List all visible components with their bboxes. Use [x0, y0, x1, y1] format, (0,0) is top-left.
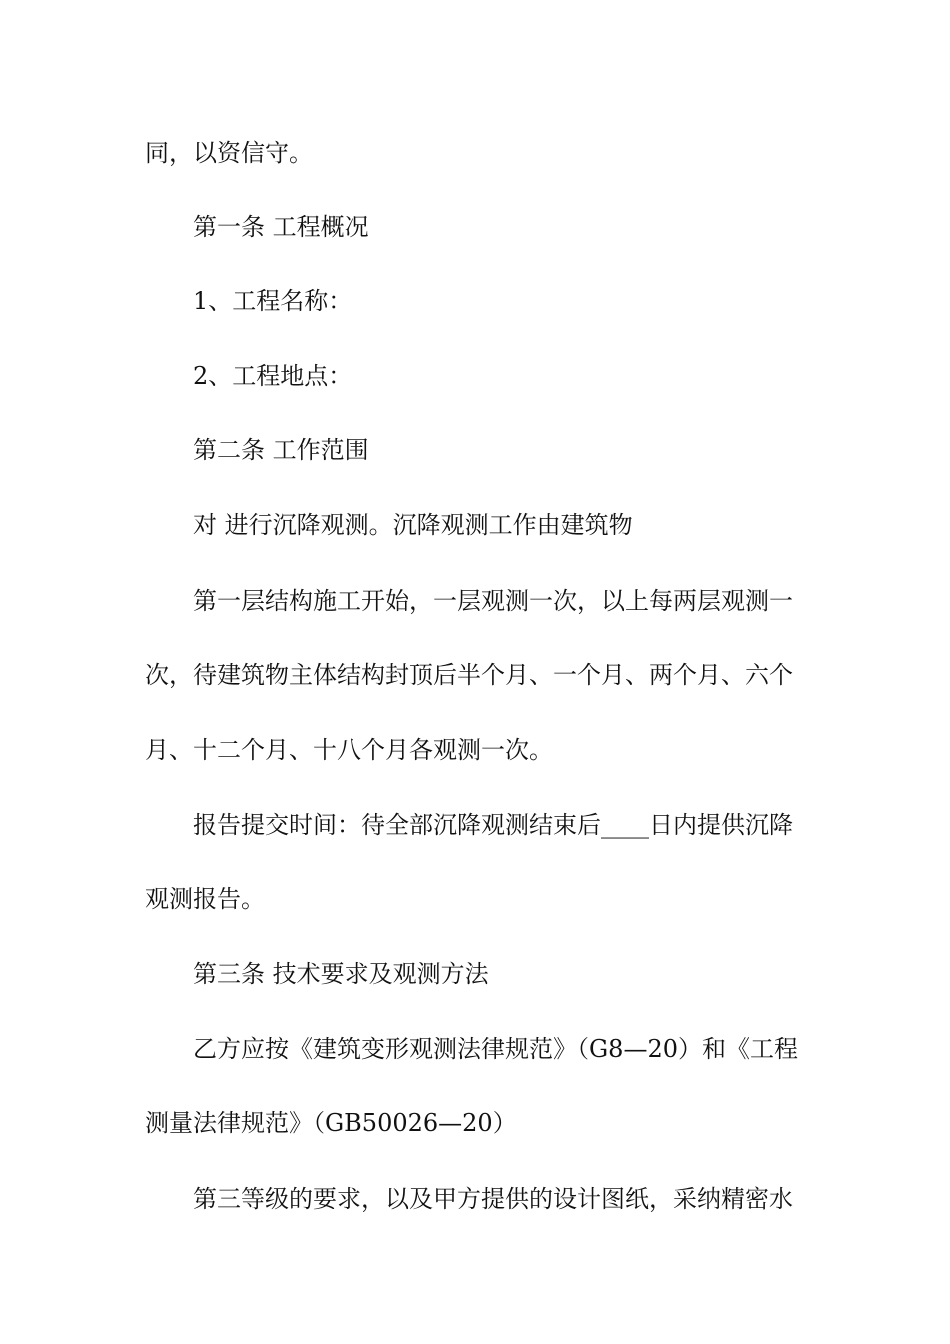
- body-text-line: 同，以资信守。: [145, 139, 313, 167]
- body-text-line: 次，待建筑物主体结构封顶后半个月、一个月、两个月、六个: [145, 661, 793, 689]
- article-heading: 第二条 工作范围: [193, 436, 369, 464]
- article-heading: 第三条 技术要求及观测方法: [193, 960, 489, 988]
- body-text-line: 1、工程名称：: [193, 287, 353, 315]
- article-heading: 第一条 工程概况: [193, 213, 369, 241]
- body-text-line: 第一层结构施工开始，一层观测一次，以上每两层观测一: [193, 587, 793, 615]
- body-text-line: 第三等级的要求，以及甲方提供的设计图纸，采纳精密水: [193, 1185, 793, 1213]
- body-text-line: 2、工程地点：: [193, 362, 353, 390]
- body-text-line: 乙方应按《建筑变形观测法律规范》（G8—20）和《工程: [193, 1035, 798, 1063]
- body-text-line: 报告提交时间：待全部沉降观测结束后____日内提供沉降: [193, 811, 793, 839]
- body-text-line: 对 进行沉降观测。沉降观测工作由建筑物: [193, 511, 633, 539]
- body-text-line: 测量法律规范》（GB50026—20）: [145, 1109, 517, 1137]
- body-text-line: 观测报告。: [145, 885, 265, 913]
- body-text-line: 月、十二个月、十八个月各观测一次。: [145, 736, 553, 764]
